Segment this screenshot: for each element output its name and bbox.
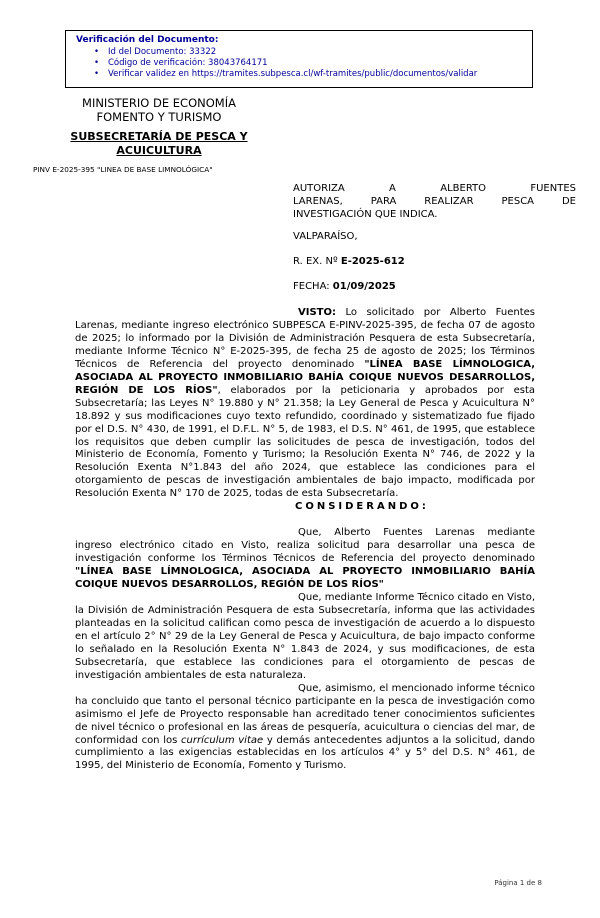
resolution-number-value: E-2025-612 xyxy=(340,256,405,267)
verification-url-text: Verificar validez en https://tramites.subpesca.cl/wf-tramites/public/documentos/validar xyxy=(108,68,478,79)
subsecretaria-line2: ACUICULTURA xyxy=(116,143,202,157)
ministry-name-line1: MINISTERIO DE ECONOMÍA xyxy=(82,96,236,110)
ministry-name-line2: FOMENTO Y TURISMO xyxy=(96,110,222,124)
verification-list xyxy=(76,47,526,79)
considerando-1-text: Que, Alberto Fuentes Larenas mediante ingreso electrónico citado en Visto, realiza solicitud para desarrollar una pesca de investigación conforme los Términos Técnicos de Referencia del proyecto denominado xyxy=(75,527,535,565)
considerando-paragraph-3 xyxy=(75,683,535,774)
visto-label: VISTO: xyxy=(298,307,336,318)
resolution-header-block xyxy=(293,182,576,293)
curriculum-vitae-italic: currículum vitae xyxy=(181,734,264,746)
resolution-subject-line2: LARENAS, PARA REALIZAR PESCA DE xyxy=(293,196,576,207)
bullet-icon: • xyxy=(94,68,100,79)
resolution-subject-line1: AUTORIZA A ALBERTO FUENTES xyxy=(293,183,576,194)
visto-project-title: "LÍNEA BASE LÍMNOLOGICA, ASOCIADA AL PROYECTO INMOBILIARIO BAHÍA COIQUE NUEVOS DESARROLLOS, REGIÓN DE LOS RÍOS" xyxy=(75,358,535,396)
bullet-icon: • xyxy=(94,47,100,57)
verification-item-doc-id xyxy=(94,47,526,58)
page-number-indicator: Página 1 de 8 xyxy=(494,879,542,887)
visto-paragraph xyxy=(75,307,535,501)
date-label: FECHA: xyxy=(293,281,333,292)
considerando-paragraph-1 xyxy=(75,527,535,592)
document-body xyxy=(75,307,535,773)
considerando-heading: CONSIDERANDO: xyxy=(295,501,429,513)
verification-title: Verificación del Documento: xyxy=(76,35,219,45)
visto-text-part2: , elaborados por la peticionaria y aprobados por esta Subsecretaría; las Leyes N° 19.880 y N° 21.358; la Ley General de Pesca y Acuicultura N° 18.892 y sus modificaciones cuyo texto refundido, coordinado y sistematizado fue fijado por el D.S. N° 430, de 1991, el D.F.L. N° 5, de 1983, el D.S. N° 461, de 1995, que establece los requisitos que deben cumplir las solicitudes de pesca de investigación, todos del Ministerio de Economía, Fomento y Turismo; la Resolución Exenta N° 746, de 2022 y la Resolución Exenta N°1.843 del año 2024, que establece las condiciones para el otorgamiento de pescas de investigación ambientales de bajo impacto, modificada por Resolución Exenta N° 170 de 2025, todas de esta Subsecretaría. xyxy=(75,384,535,500)
verification-item-url xyxy=(94,69,526,80)
considerando-paragraph-2: Que, mediante Informe Técnico citado en Visto, la División de Administración Pesquera de esta Subsecretaría, informa que las actividades planteadas en la solicitud califican como pesca de investigación de acuerdo a lo dispuesto en el artículo 2° N° 29 de la Ley General de Pesca y Acuicultura, de bajo impacto conforme lo señalado en la Resolución Exenta N° 1.843 de 2024, y sus modificaciones, de esta Subsecretaría, que establece las condiciones para el otorgamiento de pescas de investigación ambientales de esta naturaleza. xyxy=(75,592,535,681)
bullet-icon: • xyxy=(94,57,100,68)
city-line: VALPARAÍSO, xyxy=(293,231,358,242)
verification-item-code xyxy=(94,58,526,69)
project-reference: PINV E-2025-395 "LINEA DE BASE LIMNOLÓGICA" xyxy=(33,165,213,174)
subsecretaria-line1: SUBSECRETARÍA DE PESCA Y xyxy=(70,130,248,143)
verification-doc-id-text: Id del Documento: 33322 xyxy=(108,47,217,57)
considerando-3-text-part2: y demás antecedentes adjuntos a la solicitud, dando cumplimiento a las exigencias establecidas en los artículos 4° y 5° del D.S. N° 461, de 1995, del Ministerio de Economía, Fomento y Turismo. xyxy=(75,734,536,772)
verification-code-text: Código de verificación: 38043764171 xyxy=(108,57,268,68)
visto-text-part1: Lo solicitado por Alberto Fuentes Larenas, mediante ingreso electrónico SUBPESCA E-PINV-2025-395, de fecha 07 de agosto de 2025; lo informado por la División de Administración Pesquera de esta Subsecretaría, mediante Informe Técnico N° E-2025-395, de fecha 25 de agosto de 2025; los Términos Técnicos de Referencia del proyecto denominado xyxy=(75,307,535,370)
considerando-3-text-part1: Que, asimismo, el mencionado informe técnico ha concluido que tanto el personal técnico participante en la pesca de investigación como asimismo el Jefe de Proyecto responsable han acreditado tener conocimientos suficientes de nivel técnico o profesional en las áreas de pesquería, acuicultura o ciencias del mar, de conformidad con los xyxy=(75,682,535,746)
resolution-subject-line3: INVESTIGACIÓN QUE INDICA. xyxy=(293,209,438,220)
verification-box xyxy=(65,30,533,88)
date-line xyxy=(293,280,576,293)
considerando-1-project-title: "LÍNEA BASE LÍMNOLOGICA, ASOCIADA AL PROYECTO INMOBILIARIO BAHÍA COIQUE NUEVOS DESARROLLOS, REGIÓN DE LOS RÍOS" xyxy=(75,566,535,591)
subsecretaria-title xyxy=(33,130,285,157)
date-value: 01/09/2025 xyxy=(332,281,396,292)
resolution-number-line xyxy=(293,255,576,268)
resolution-number-label: R. EX. Nº xyxy=(293,256,341,267)
letterhead xyxy=(33,96,285,174)
